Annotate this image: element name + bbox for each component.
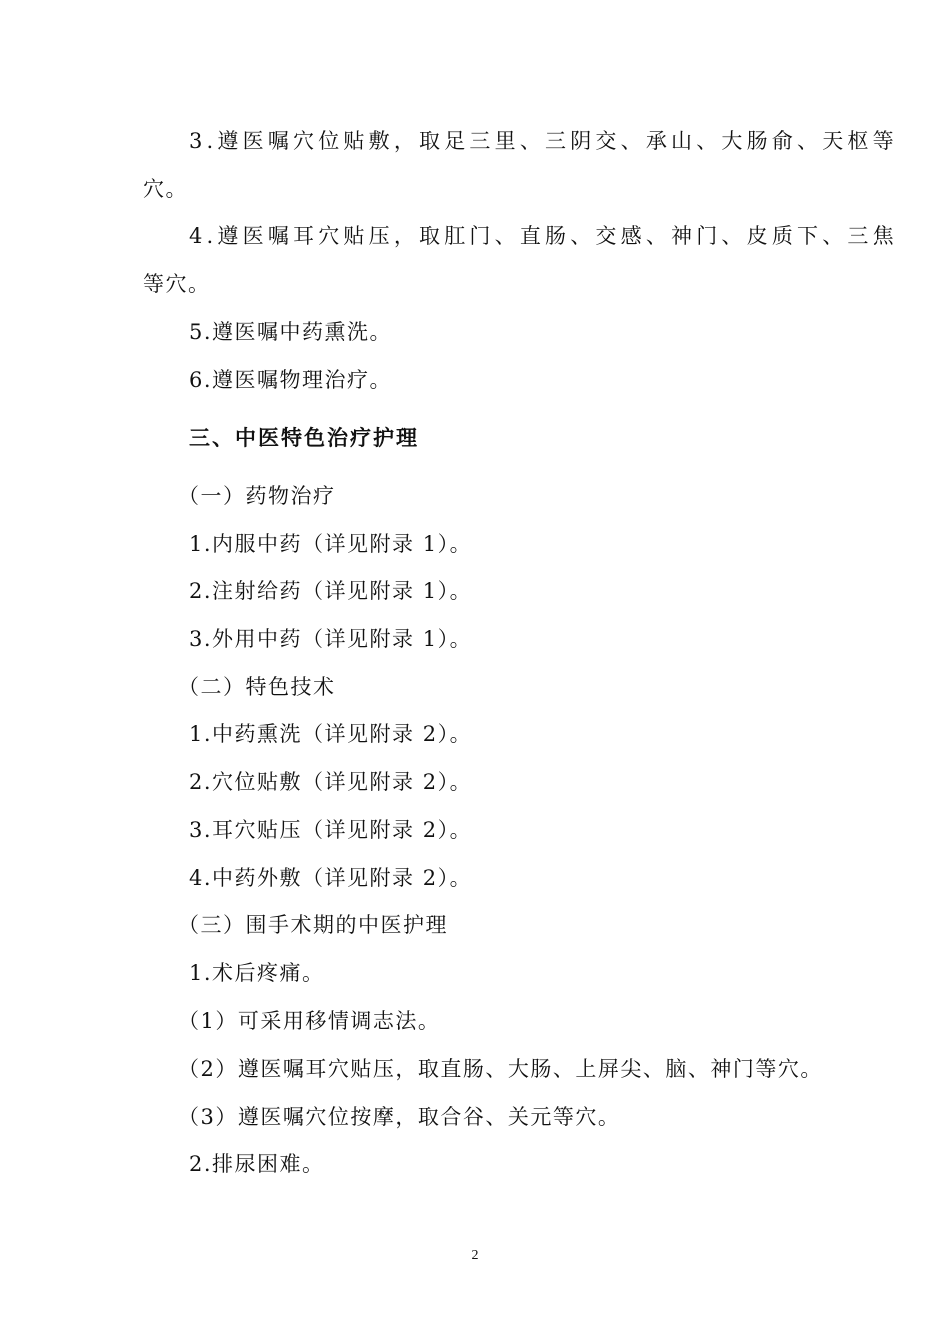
list-item: （2）遵医嘱耳穴贴压，取直肠、大肠、上屏尖、脑、神门等穴。 [178, 1057, 823, 1081]
list-item: （3）遵医嘱穴位按摩，取合谷、关元等穴。 [178, 1105, 621, 1129]
list-item: 1.中药熏洗（详见附录 2）。 [189, 722, 473, 746]
section-heading: 三、中医特色治疗护理 [189, 426, 419, 450]
list-item: 3.外用中药（详见附录 1）。 [189, 627, 473, 651]
list-item: 2.穴位贴敷（详见附录 2）。 [189, 770, 473, 794]
subsection-heading: （三）围手术期的中医护理 [178, 913, 448, 937]
page-number: 2 [471, 1248, 479, 1263]
subsection-heading: （一）药物治疗 [178, 484, 336, 508]
list-item: 2.排尿困难。 [189, 1152, 325, 1176]
list-item: （1）可采用移情调志法。 [178, 1009, 441, 1033]
paragraph-line: 5.遵医嘱中药熏洗。 [189, 320, 393, 344]
list-item: 2.注射给药（详见附录 1）。 [189, 579, 473, 603]
paragraph-line: 穴。 [143, 177, 188, 201]
paragraph-line: 6.遵医嘱物理治疗。 [189, 368, 393, 392]
list-item: 3.耳穴贴压（详见附录 2）。 [189, 818, 473, 842]
list-item: 1.内服中药（详见附录 1）。 [189, 532, 473, 556]
subsection-heading: （二）特色技术 [178, 675, 336, 699]
list-item: 1.术后疼痛。 [189, 961, 325, 985]
paragraph-line: 3.遵医嘱穴位贴敷，取足三里、三阴交、承山、大肠俞、天枢等 [189, 129, 898, 153]
paragraph-line: 4.遵医嘱耳穴贴压，取肛门、直肠、交感、神门、皮质下、三焦 [189, 224, 898, 248]
list-item: 4.中药外敷（详见附录 2）。 [189, 866, 473, 890]
paragraph-line: 等穴。 [143, 272, 211, 296]
